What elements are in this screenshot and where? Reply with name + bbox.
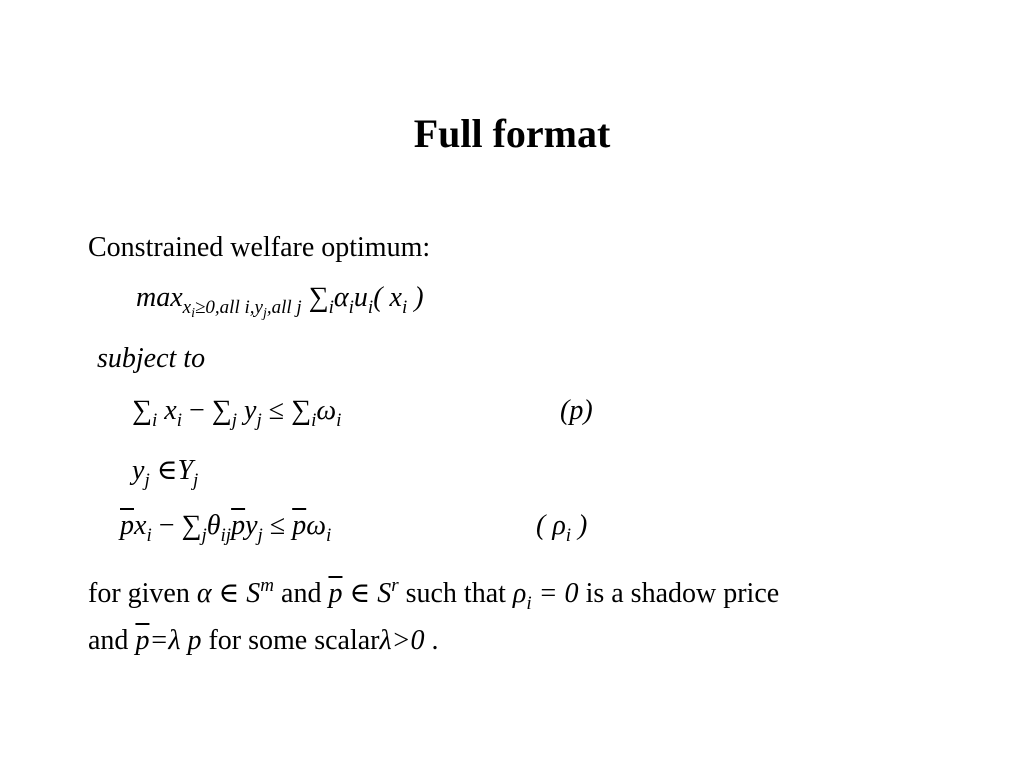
y-symbol: y <box>237 395 257 426</box>
x-index: i <box>176 410 182 431</box>
constraint-i: i <box>191 306 195 321</box>
lambda-positive: λ>0 <box>379 625 425 656</box>
for-some-scalar-text: for some scalar <box>208 625 380 656</box>
multiplier-p: (p) <box>560 395 593 426</box>
x-index: i <box>146 525 152 546</box>
theta-symbol: θ <box>206 510 221 541</box>
pbar-symbol-3: $\overline{p}$ <box>292 510 307 541</box>
rho-index: i <box>526 593 532 614</box>
rho-close: ) <box>571 510 588 541</box>
omega-symbol: ω <box>306 510 326 541</box>
pbar-symbol: $\overline{p}$ <box>120 510 134 541</box>
resource-constraint <box>132 395 342 431</box>
alpha-in-S <box>196 575 275 609</box>
constraint-j: j <box>262 306 267 321</box>
rho-eq-zero <box>512 578 579 614</box>
m-superscript: m <box>260 575 275 596</box>
rho-symbol: ρ <box>512 578 527 609</box>
rho-index: i <box>565 525 572 546</box>
shadow-price-text: is a shadow price <box>585 578 780 609</box>
theta-index: ij <box>220 525 232 546</box>
sum-index: i <box>151 410 158 431</box>
production-set-constraint <box>132 453 199 491</box>
rho-open: ( ρ <box>536 510 566 541</box>
close-paren: ) <box>407 282 424 313</box>
in-S: ∈ S <box>342 578 392 609</box>
minus-sum: − ∑ <box>181 395 232 426</box>
minus-sum: − ∑ <box>151 510 202 541</box>
and-text: and <box>281 578 322 609</box>
and-text: and <box>88 625 129 656</box>
slide-title: Full format <box>413 111 611 156</box>
subject-to-label: subject to <box>97 343 206 374</box>
such-that-text: such that <box>405 578 506 609</box>
alpha-in: α ∈ <box>196 578 247 609</box>
Y-index: j <box>193 470 199 491</box>
objective-expression <box>136 282 424 321</box>
intro-text: Constrained welfare optimum: <box>88 232 431 263</box>
period: . <box>431 625 439 656</box>
pbar-symbol-2: $\overline{p}$ <box>231 510 246 541</box>
open-paren: ( x <box>373 282 402 313</box>
utility-symbol: u <box>353 282 368 313</box>
Y-set: Y <box>177 455 194 486</box>
y-index: j <box>144 470 150 491</box>
eq-lambda-p: =λ p <box>149 625 202 656</box>
omega-symbol: ω <box>316 395 337 426</box>
S-symbol: S <box>246 578 261 609</box>
pbar-symbol: $\overline{p}$ <box>135 625 150 656</box>
constraint-var: x <box>182 297 192 318</box>
alpha-index: i <box>348 297 354 318</box>
pbar-in-S <box>328 575 399 609</box>
x-index: i <box>401 297 408 318</box>
utility-index: i <box>367 297 374 318</box>
sum-symbol: ∑ <box>308 282 329 313</box>
y-index: j <box>256 410 262 431</box>
pbar-eq-lambda-p <box>135 625 201 656</box>
multiplier-rho <box>536 510 588 546</box>
pbar-symbol: $\overline{p}$ <box>328 578 343 609</box>
omega-index: i <box>325 525 332 546</box>
r-superscript: r <box>391 575 399 596</box>
closing-line-2 <box>88 625 439 657</box>
x-symbol: x <box>157 395 177 426</box>
sum-i2-index: i <box>311 410 317 431</box>
eq-zero: = 0 <box>531 578 579 609</box>
x-symbol: x <box>134 510 147 541</box>
closing-line-1 <box>88 575 780 614</box>
max-operator: max <box>136 282 183 313</box>
y-symbol: y <box>132 455 145 486</box>
alpha-symbol: α <box>333 282 349 313</box>
constraint-end: ,all j <box>266 297 302 318</box>
omega-index: i <box>336 410 342 431</box>
sum-index: i <box>328 297 334 318</box>
for-given-text: for given <box>88 578 190 609</box>
constraint-rest: ≥0,all i,y <box>194 297 263 318</box>
sum-j-index: j <box>231 410 238 431</box>
element-of: ∈ <box>149 455 178 486</box>
sum-symbol: ∑ <box>132 395 152 426</box>
budget-constraint <box>120 510 332 546</box>
le-sum: ≤ ∑ <box>261 395 312 426</box>
y-index: j <box>257 525 263 546</box>
sum-index: j <box>201 525 207 546</box>
y-symbol: y <box>245 510 258 541</box>
le-symbol: ≤ <box>262 510 293 541</box>
